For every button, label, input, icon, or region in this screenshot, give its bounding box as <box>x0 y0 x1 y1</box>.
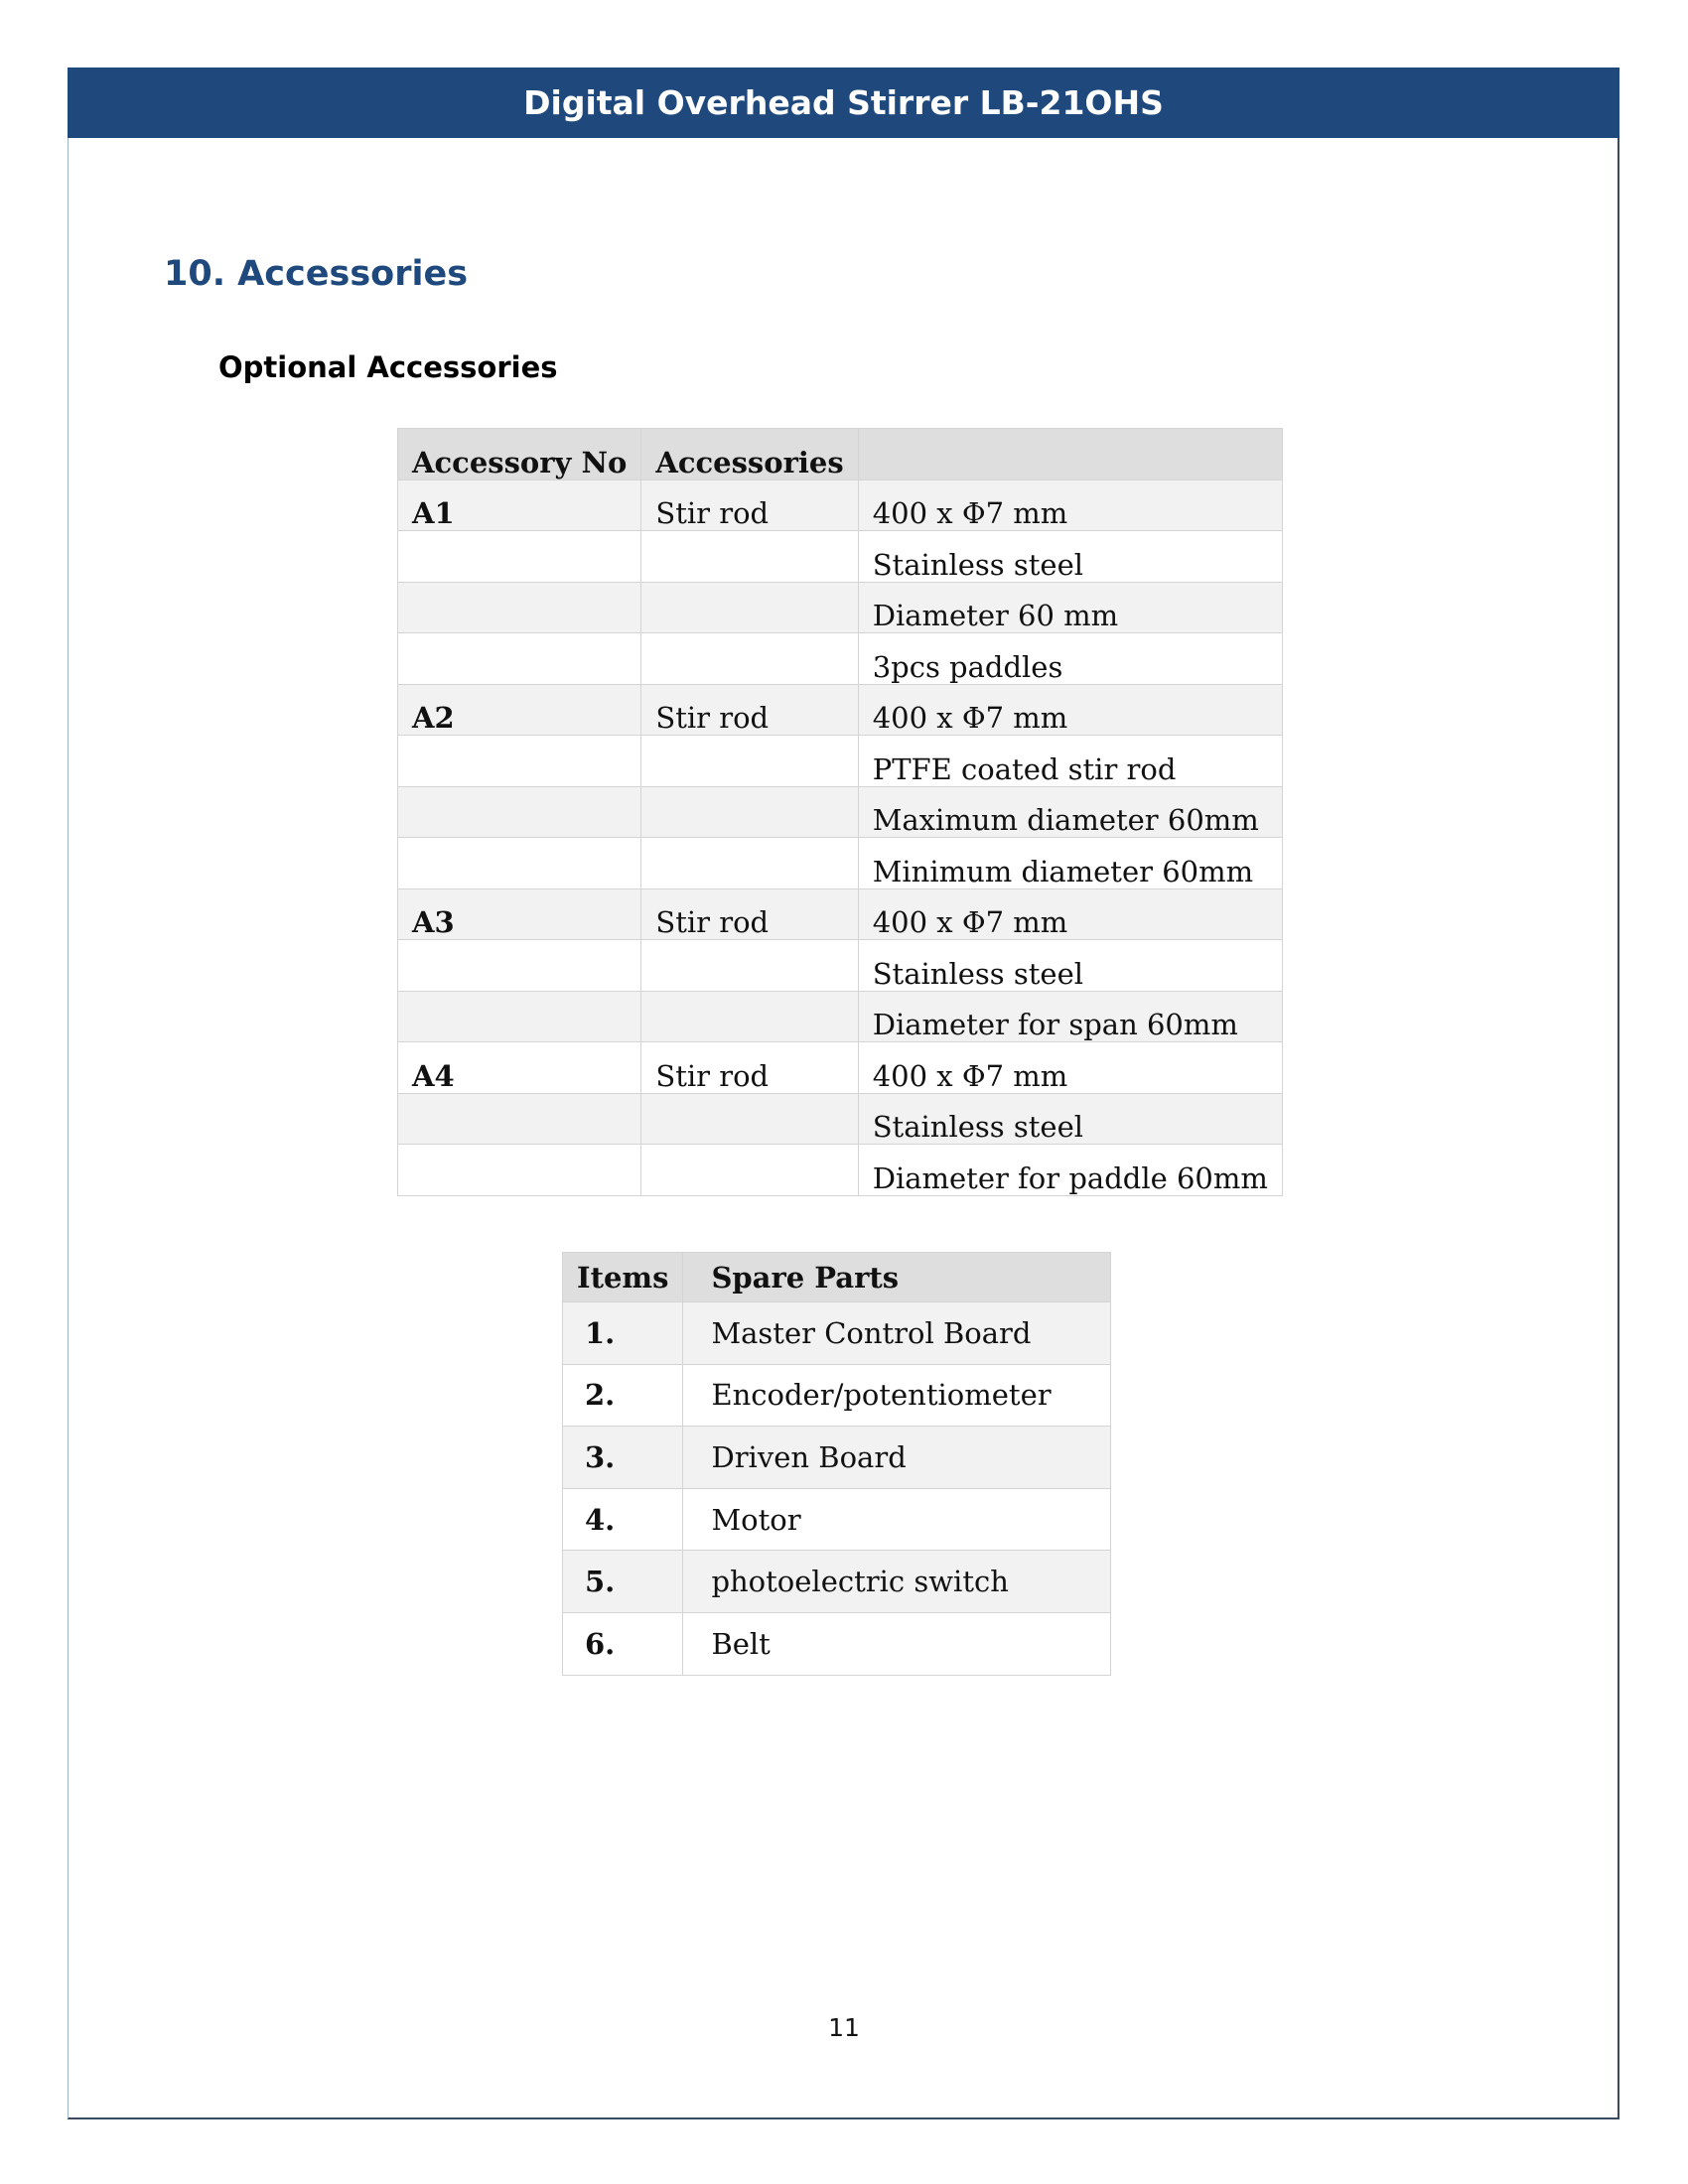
accessory-name-cell: Stir rod <box>641 479 858 531</box>
accessory-name-cell <box>641 786 858 838</box>
accessory-spec-cell: Maximum diameter 60mm <box>858 786 1282 838</box>
header-items: Items <box>563 1253 683 1302</box>
accessory-spec-cell: 400 x Φ7 mm <box>858 888 1282 940</box>
accessory-no-cell <box>398 582 641 633</box>
accessory-name-cell <box>641 838 858 889</box>
accessory-spec-cell: 400 x Φ7 mm <box>858 684 1282 736</box>
table-row <box>398 888 1283 940</box>
accessory-name-cell <box>641 940 858 992</box>
accessory-no-cell <box>398 838 641 889</box>
table-row <box>398 633 1283 685</box>
item-number-cell: 3. <box>563 1427 683 1489</box>
accessory-no-cell <box>398 531 641 583</box>
accessory-spec-cell: PTFE coated stir rod <box>858 736 1282 787</box>
spare-part-cell: Driven Board <box>683 1427 1111 1489</box>
table-row <box>563 1302 1111 1365</box>
accessory-spec-cell: Stainless steel <box>858 1093 1282 1145</box>
table-row <box>398 582 1283 633</box>
table-row <box>398 1093 1283 1145</box>
header-spare-parts: Spare Parts <box>683 1253 1111 1302</box>
accessories-table <box>397 428 1283 1196</box>
accessory-no-cell: A4 <box>398 1042 641 1094</box>
header-spec <box>858 429 1282 480</box>
accessory-no-cell <box>398 1145 641 1196</box>
table-row <box>563 1488 1111 1551</box>
accessory-no-cell <box>398 786 641 838</box>
spare-part-cell: Master Control Board <box>683 1302 1111 1365</box>
accessory-name-cell <box>641 633 858 685</box>
accessory-no-cell <box>398 991 641 1042</box>
item-number-cell: 5. <box>563 1551 683 1613</box>
accessory-no-cell: A2 <box>398 684 641 736</box>
table-row <box>398 531 1283 583</box>
accessory-no-cell <box>398 940 641 992</box>
accessory-spec-cell: Diameter 60 mm <box>858 582 1282 633</box>
accessory-no-cell: A1 <box>398 479 641 531</box>
accessory-spec-cell: 3pcs paddles <box>858 633 1282 685</box>
header-accessories: Accessories <box>641 429 858 480</box>
accessory-spec-cell: Diameter for span 60mm <box>858 991 1282 1042</box>
accessory-spec-cell: Diameter for paddle 60mm <box>858 1145 1282 1196</box>
accessory-spec-cell: Stainless steel <box>858 940 1282 992</box>
section-heading: 10. Accessories <box>164 254 469 294</box>
spare-parts-table <box>562 1252 1111 1676</box>
accessory-name-cell <box>641 531 858 583</box>
header-accessory-no: Accessory No <box>398 429 641 480</box>
table-header-row <box>398 429 1283 480</box>
table-row <box>563 1612 1111 1675</box>
item-number-cell: 6. <box>563 1612 683 1675</box>
table-row <box>563 1427 1111 1489</box>
item-number-cell: 2. <box>563 1364 683 1427</box>
accessory-name-cell <box>641 1093 858 1145</box>
table-row <box>398 991 1283 1042</box>
subsection-heading: Optional Accessories <box>218 350 558 384</box>
table-header-row <box>563 1253 1111 1302</box>
table-row <box>398 1042 1283 1094</box>
accessory-spec-cell: 400 x Φ7 mm <box>858 1042 1282 1094</box>
accessory-name-cell <box>641 991 858 1042</box>
item-number-cell: 1. <box>563 1302 683 1365</box>
table-row <box>398 940 1283 992</box>
page-number: 11 <box>828 2013 860 2042</box>
accessory-name-cell: Stir rod <box>641 888 858 940</box>
table-row <box>398 684 1283 736</box>
table-row <box>398 479 1283 531</box>
accessory-name-cell <box>641 582 858 633</box>
table-row <box>398 1145 1283 1196</box>
accessory-spec-cell: 400 x Φ7 mm <box>858 479 1282 531</box>
spare-part-cell: Belt <box>683 1612 1111 1675</box>
accessory-no-cell <box>398 1093 641 1145</box>
accessory-no-cell: A3 <box>398 888 641 940</box>
accessory-spec-cell: Stainless steel <box>858 531 1282 583</box>
spare-part-cell: photoelectric switch <box>683 1551 1111 1613</box>
accessory-no-cell <box>398 633 641 685</box>
header-band <box>68 68 1619 138</box>
accessory-name-cell: Stir rod <box>641 684 858 736</box>
spare-part-cell: Encoder/potentiometer <box>683 1364 1111 1427</box>
table-row <box>398 838 1283 889</box>
accessory-spec-cell: Minimum diameter 60mm <box>858 838 1282 889</box>
item-number-cell: 4. <box>563 1488 683 1551</box>
accessory-name-cell <box>641 736 858 787</box>
accessory-name-cell: Stir rod <box>641 1042 858 1094</box>
table-row <box>563 1551 1111 1613</box>
document-title: Digital Overhead Stirrer LB-21OHS <box>523 83 1164 122</box>
table-row <box>563 1364 1111 1427</box>
accessory-name-cell <box>641 1145 858 1196</box>
accessory-no-cell <box>398 736 641 787</box>
spare-part-cell: Motor <box>683 1488 1111 1551</box>
table-row <box>398 736 1283 787</box>
table-row <box>398 786 1283 838</box>
